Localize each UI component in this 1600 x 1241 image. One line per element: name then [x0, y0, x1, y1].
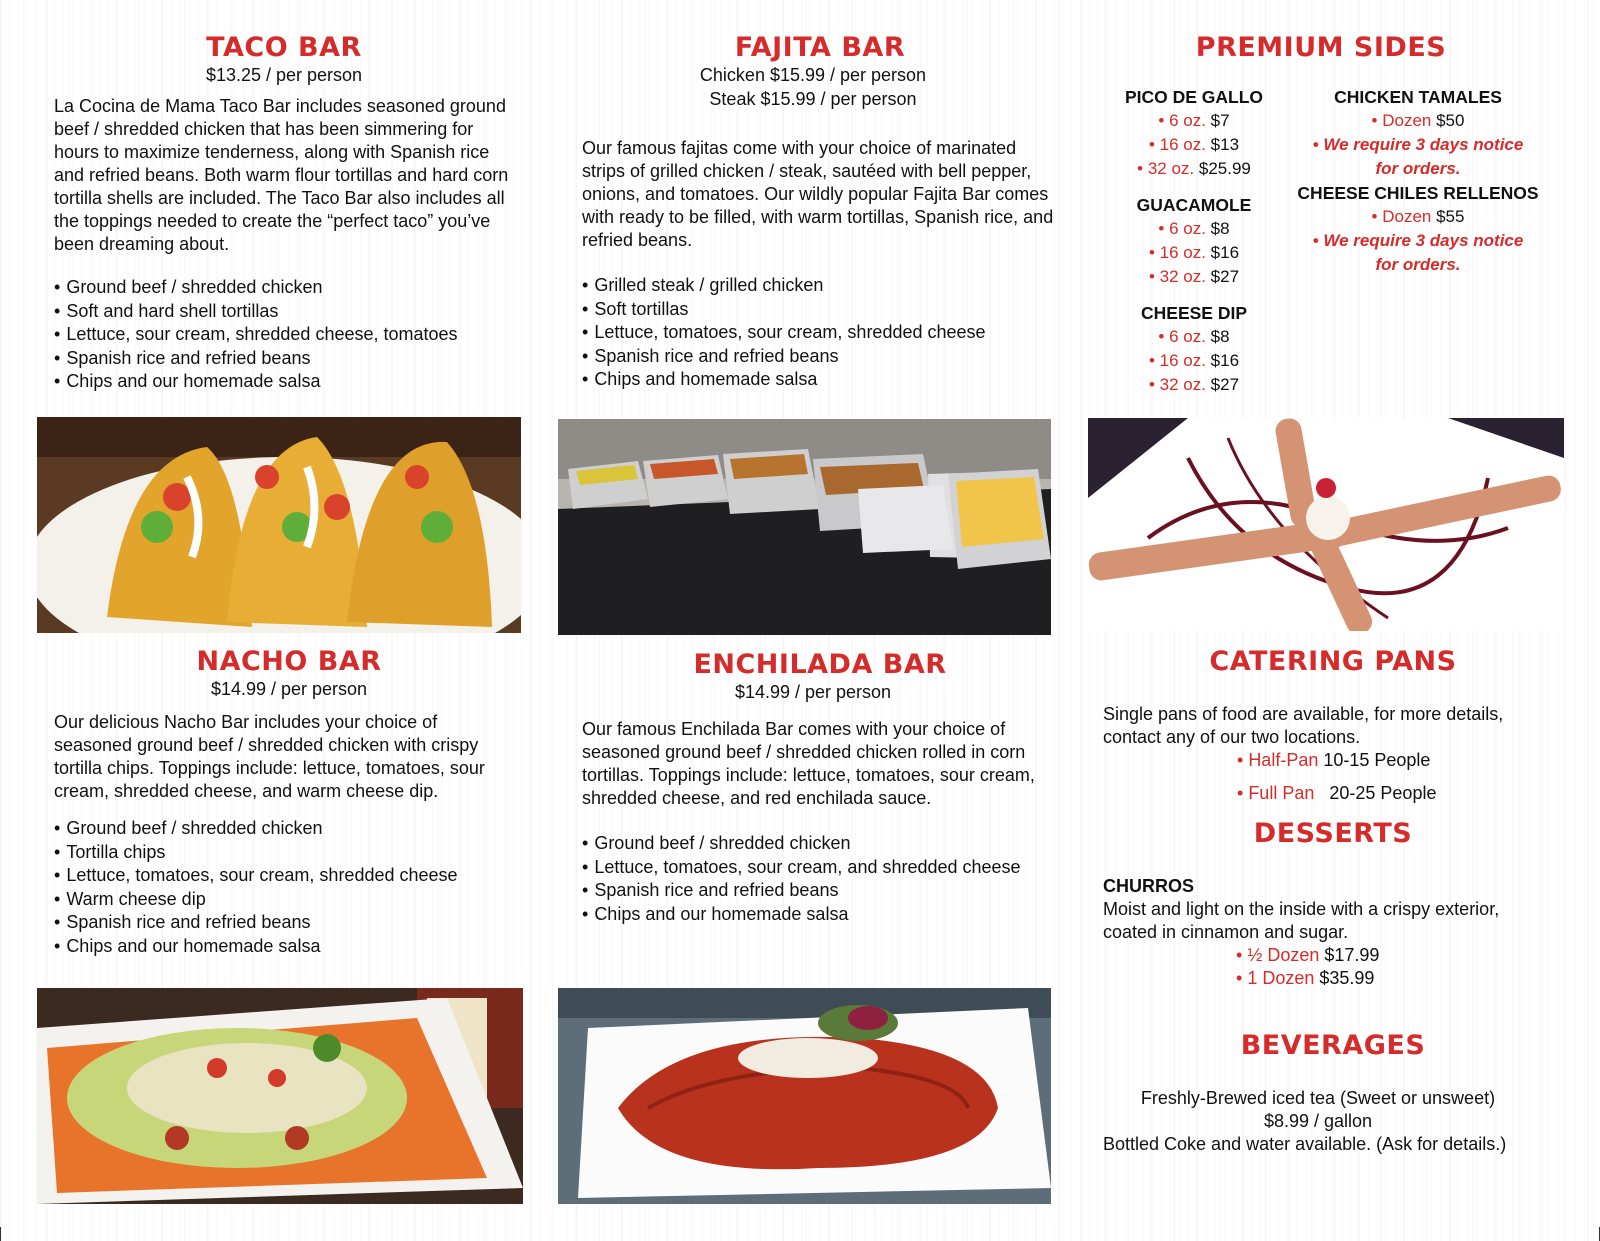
guacamole-block	[1110, 193, 1278, 289]
beverages-section	[1103, 1030, 1573, 1156]
dip-option: • 6 oz. $8	[1158, 327, 1230, 346]
list-item: • Spanish rice and refried beans	[582, 879, 1058, 903]
iced-tea-line: Freshly-Brewed iced tea (Sweet or unsweet)	[1140, 1088, 1496, 1108]
fajita-bar-section	[582, 32, 1058, 392]
list-item: • Lettuce, tomatoes, sour cream, shredded cheese	[582, 321, 1058, 345]
fajita-buffet-photo	[558, 419, 1051, 635]
nacho-bar-title: NACHO BAR	[196, 646, 382, 677]
fajita-bar-description: Our famous fajitas come with your choice of marinated strips of grilled chicken / steak, sautéed with bell pepper, onions, and tomatoes. Our wildly popular Fajita Bar comes with ready to be filled, with warm tortillas, Spanish rice, and refried beans.	[582, 138, 1054, 250]
enchilada-bar-list	[582, 832, 1058, 926]
list-item: • Tortilla chips	[54, 841, 534, 865]
iced-tea-price: $8.99 / gallon	[1263, 1111, 1373, 1131]
premium-sides-title: PREMIUM SIDES	[1195, 32, 1447, 63]
rellenos-notice: • We require 3 days notice	[1312, 231, 1524, 250]
nacho-bar-price: $14.99 / per person	[210, 679, 368, 699]
dozen-option: • 1 Dozen $35.99	[1236, 968, 1375, 988]
rellenos-option: • Dozen $55	[1371, 207, 1465, 226]
list-item: • Spanish rice and refried beans	[54, 911, 534, 935]
churros-name: CHURROS	[1103, 876, 1195, 896]
fajita-bar-title: FAJITA BAR	[734, 32, 906, 63]
taco-bar-title: TACO BAR	[206, 32, 362, 63]
list-item: • Chips and our homemade salsa	[582, 903, 1058, 927]
tamales-option: • Dozen $50	[1371, 111, 1465, 130]
chicken-tamales-block	[1290, 85, 1546, 181]
list-item: • Chips and our homemade salsa	[54, 935, 534, 959]
chiles-rellenos-block	[1290, 181, 1546, 277]
taco-bar-description: La Cocina de Mama Taco Bar includes seasoned ground beef / shredded chicken that has been simmering for hours to maximize tenderness, along with Spanish rice and refried beans. Both warm flour tortillas and hard corn tortilla shells are included. The Taco Bar also includes all the toppings needed to create the “perfect taco” you’ve been dreaming about.	[54, 96, 509, 254]
guac-option: • 16 oz. $16	[1148, 243, 1240, 262]
enchilada-bar-title: ENCHILADA BAR	[693, 649, 947, 680]
tamales-notice-line2: for orders.	[1375, 159, 1461, 178]
crop-mark	[0, 1227, 11, 1241]
nachos-photo	[37, 988, 523, 1204]
enchilada-bar-price: $14.99 / per person	[734, 682, 892, 702]
desserts-section	[1103, 818, 1573, 990]
chicken-tamales-name: CHICKEN TAMALES	[1334, 87, 1502, 107]
tamales-notice: • We require 3 days notice	[1312, 135, 1524, 154]
beverages-title: BEVERAGES	[1240, 1030, 1426, 1061]
list-item: • Lettuce, sour cream, shredded cheese, tomatoes	[54, 323, 524, 347]
chiles-rellenos-name: CHEESE CHILES RELLENOS	[1297, 183, 1539, 203]
dip-option: • 16 oz. $16	[1148, 351, 1240, 370]
list-item: • Ground beef / shredded chicken	[582, 832, 1058, 856]
pico-option: • 6 oz. $7	[1158, 111, 1230, 130]
list-item: • Soft and hard shell tortillas	[54, 300, 524, 324]
list-item: • Chips and our homemade salsa	[54, 370, 524, 394]
churros-description: Moist and light on the inside with a crispy exterior, coated in cinnamon and sugar.	[1103, 899, 1500, 942]
pico-option: • 16 oz. $13	[1148, 135, 1240, 154]
pico-de-gallo-block	[1110, 85, 1278, 181]
list-item: • Ground beef / shredded chicken	[54, 817, 534, 841]
half-dozen-option: • ½ Dozen $17.99	[1236, 945, 1380, 965]
catering-pans-section	[1103, 646, 1573, 805]
fajita-bar-price-steak: Steak $15.99 / per person	[709, 89, 917, 109]
full-pan-option: • Full Pan 20-25 People	[1237, 783, 1437, 803]
half-pan-option: • Half-Pan 10-15 People	[1237, 750, 1431, 770]
premium-sides-section	[1090, 32, 1570, 63]
cheese-dip-block	[1110, 301, 1278, 397]
nacho-bar-list	[54, 817, 534, 958]
list-item: • Grilled steak / grilled chicken	[582, 274, 1058, 298]
taco-bar-section	[54, 32, 524, 394]
catering-pans-description: Single pans of food are available, for more details, contact any of our two locations.	[1103, 704, 1504, 747]
fajita-bar-price-chicken: Chicken $15.99 / per person	[699, 65, 927, 85]
enchiladas-photo	[558, 988, 1051, 1204]
fajita-bar-list	[582, 274, 1058, 392]
list-item: • Spanish rice and refried beans	[54, 347, 524, 371]
nacho-bar-section	[54, 646, 534, 958]
guac-option: • 32 oz. $27	[1148, 267, 1240, 286]
churros-photo	[1088, 418, 1564, 631]
catering-pans-title: CATERING PANS	[1209, 646, 1457, 677]
list-item: • Lettuce, tomatoes, sour cream, shredded cheese	[54, 864, 534, 888]
crop-mark	[1589, 1227, 1600, 1241]
list-item: • Lettuce, tomatoes, sour cream, and shredded cheese	[582, 856, 1058, 880]
nacho-bar-description: Our delicious Nacho Bar includes your choice of seasoned ground beef / shredded chicken with crispy tortilla chips. Toppings include: lettuce, tomatoes, sour cream, shredded cheese, and warm cheese dip.	[54, 712, 485, 801]
list-item: • Soft tortillas	[582, 298, 1058, 322]
guac-option: • 6 oz. $8	[1158, 219, 1230, 238]
dip-option: • 32 oz. $27	[1148, 375, 1240, 394]
pico-option: • 32 oz. $25.99	[1137, 159, 1251, 178]
list-item: • Warm cheese dip	[54, 888, 534, 912]
guacamole-name: GUACAMOLE	[1136, 195, 1252, 215]
taco-bar-price: $13.25 / per person	[205, 65, 363, 85]
enchilada-bar-section	[582, 649, 1058, 926]
taco-bar-list	[54, 276, 524, 394]
bottled-drinks-line: Bottled Coke and water available. (Ask for details.)	[1103, 1134, 1507, 1154]
desserts-title: DESSERTS	[1253, 818, 1413, 849]
list-item: • Spanish rice and refried beans	[582, 345, 1058, 369]
taco-photo	[37, 417, 521, 633]
list-item: • Chips and homemade salsa	[582, 368, 1058, 392]
enchilada-bar-description: Our famous Enchilada Bar comes with your choice of seasoned ground beef / shredded chicken rolled in corn tortillas. Toppings include: lettuce, tomatoes, sour cream, shredded cheese, and red enchilada sauce.	[582, 719, 1035, 808]
pico-de-gallo-name: PICO DE GALLO	[1124, 87, 1264, 107]
list-item: • Ground beef / shredded chicken	[54, 276, 524, 300]
cheese-dip-name: CHEESE DIP	[1141, 303, 1247, 323]
rellenos-notice-line2: for orders.	[1375, 255, 1461, 274]
